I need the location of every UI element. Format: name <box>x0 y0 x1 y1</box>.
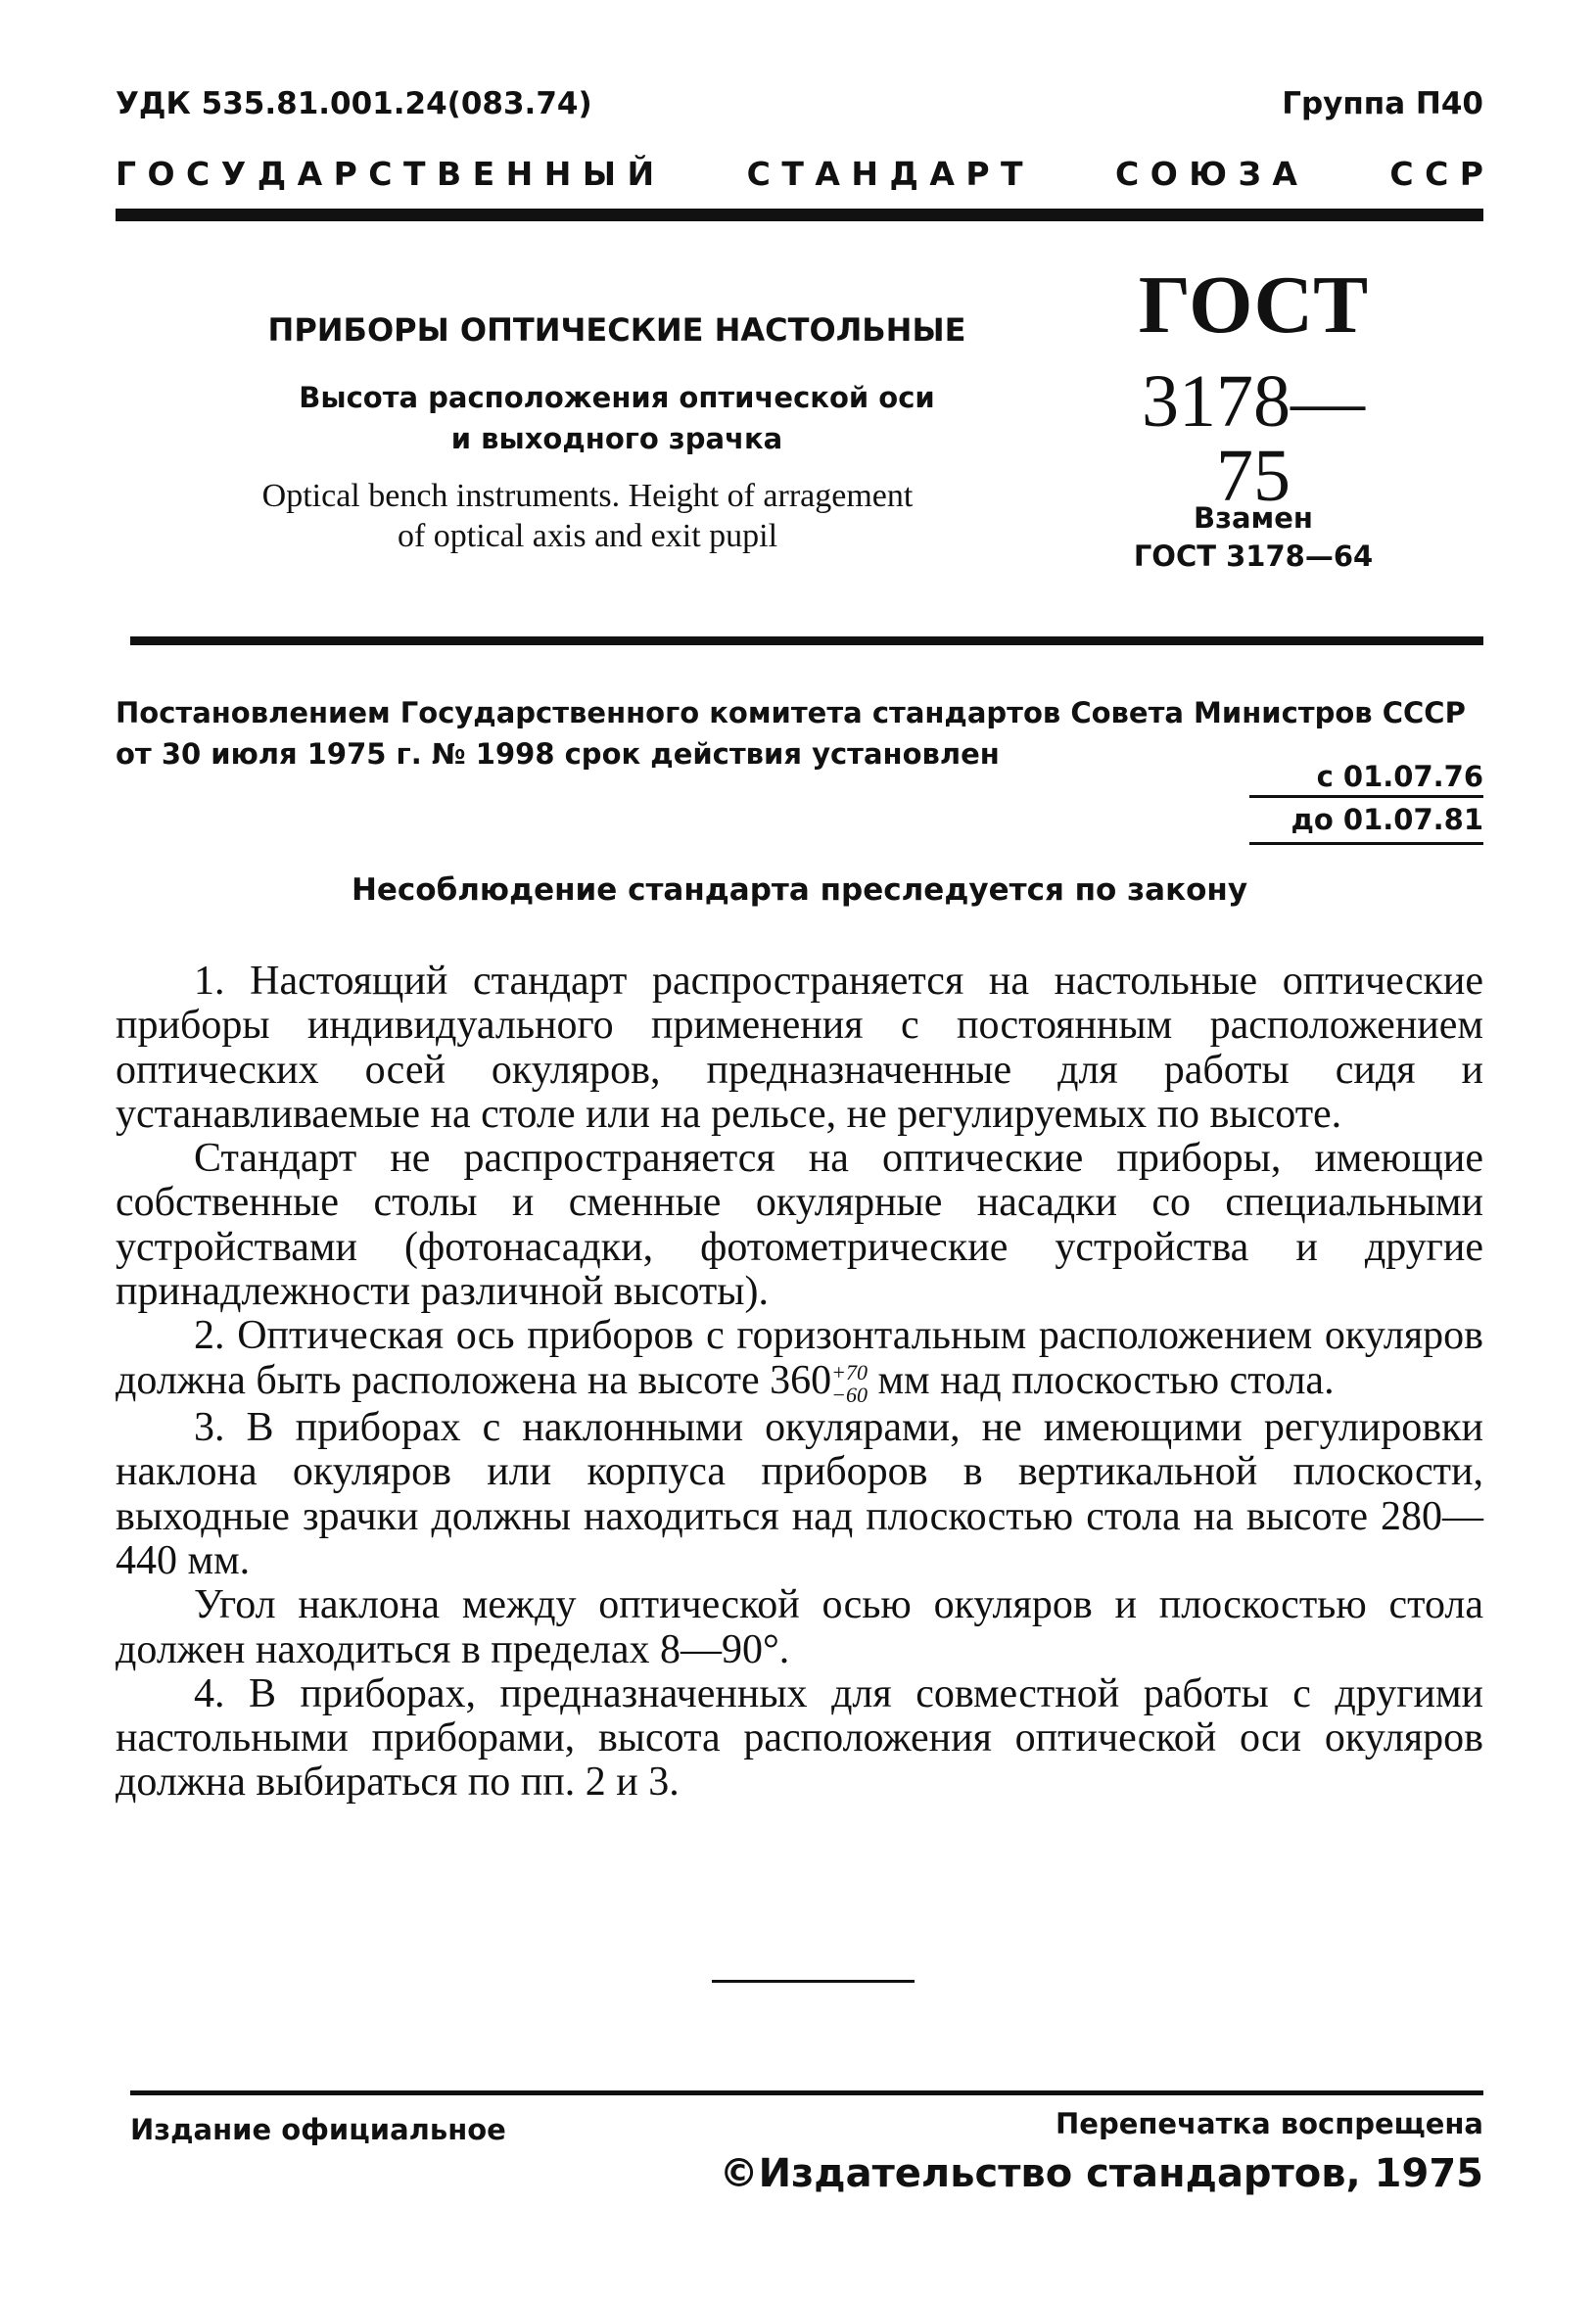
paragraph-3-tail: мм над плоскостью стола. <box>867 1357 1335 1403</box>
date-underline-2 <box>1249 842 1483 845</box>
state-title-word-2: С Т А Н Д А Р Т <box>746 155 1023 193</box>
document-title: ПРИБОРЫ ОПТИЧЕСКИЕ НАСТОЛЬНЫЕ <box>267 311 966 349</box>
top-divider <box>116 209 1483 221</box>
end-divider <box>712 1980 915 1983</box>
replaces-block <box>1111 499 1395 576</box>
copyright-note: ©Издательство стандартов, 1975 <box>719 2151 1483 2196</box>
middle-divider <box>130 636 1483 645</box>
state-title-word-1: Г О С У Д А Р С Т В Е Н Н Ы Й <box>116 155 655 193</box>
gost-number: 3178—75 <box>1142 360 1365 517</box>
decree-line-1: Постановлением Государственного комитета стандартов Совета Министров СССР <box>116 696 1466 729</box>
decree-line-2: от 30 июля 1975 г. № 1998 срок действия установлен <box>116 737 1000 772</box>
group-code: Группа П40 <box>1282 86 1483 121</box>
paragraph-1: 1. Настоящий стандарт распространяется на настольные оптические приборы индивидуального применения с постоянным расположением оптических осей окуляров, предназначенные для работы сидя и устанавливаемые на столе или на рельсе, не регулируемых по высоте. <box>116 959 1483 1137</box>
state-title-word-4: С С Р <box>1389 155 1483 193</box>
english-title-line-2: of optical axis and exit pupil <box>397 517 778 554</box>
height-tolerance <box>831 1361 868 1406</box>
subtitle-line-2: и выходного зрачка <box>450 422 783 456</box>
paragraph-6: 4. В приборах, предназначенных для совместной работы с другими настольными приборами, высота расположения оптической оси окуляров должна выбираться по пп. 2 и 3. <box>116 1670 1483 1806</box>
legal-warning: Несоблюдение стандарта преследуется по закону <box>351 872 1248 908</box>
document-subtitle <box>264 377 969 459</box>
paragraph-4: 3. В приборах с наклонными окулярами, не имеющими регулировки наклона окуляров или корпуса приборов в вертикальной плоскости, выходные зрачки должны находиться над плоскостью стола на высоте 280—440 мм. <box>116 1405 1483 1583</box>
standard-body <box>116 960 1483 1806</box>
gost-label: ГОСТ <box>1138 259 1369 351</box>
replaces-label: Взамен <box>1194 501 1313 535</box>
subtitle-line-1: Высота расположения оптической оси <box>299 381 935 414</box>
validity-date-from: с 01.07.76 <box>1316 760 1483 793</box>
date-underline-1 <box>1249 795 1483 798</box>
udk-code: УДК 535.81.001.24(083.74) <box>116 86 592 121</box>
paragraph-5: Угол наклона между оптической осью окуляров и плоскостью стола должен находиться в пределах 8—90°. <box>116 1582 1483 1672</box>
decree-text <box>116 692 1483 774</box>
replaces-value: ГОСТ 3178—64 <box>1133 540 1374 574</box>
state-title-word-3: С О Ю З А <box>1114 155 1297 193</box>
validity-date-to: до 01.07.81 <box>1291 803 1483 836</box>
tolerance-upper: +70 <box>831 1360 868 1385</box>
reprint-note: Перепечатка воспрещена <box>1056 2107 1483 2140</box>
state-standard-title <box>116 155 1483 193</box>
english-title <box>166 477 1009 557</box>
footer-divider <box>130 2090 1483 2095</box>
paragraph-3-text: 2. Оптическая ось приборов с горизонтальным расположением окуляров должна быть расположена на высоте 360 <box>116 1313 1483 1403</box>
paragraph-2: Стандарт не распространяется на оптические приборы, имеющие собственные столы и сменные окулярные насадки со специальными устройствами (фотонасадки, фотометрические устройства и другие принадлежности различной высоты). <box>116 1136 1483 1315</box>
edition-note: Издание официальное <box>130 2113 506 2146</box>
tolerance-lower: −60 <box>831 1383 868 1408</box>
english-title-line-1: Optical bench instruments. Height of arragement <box>261 478 914 514</box>
paragraph-3 <box>116 1314 1483 1406</box>
